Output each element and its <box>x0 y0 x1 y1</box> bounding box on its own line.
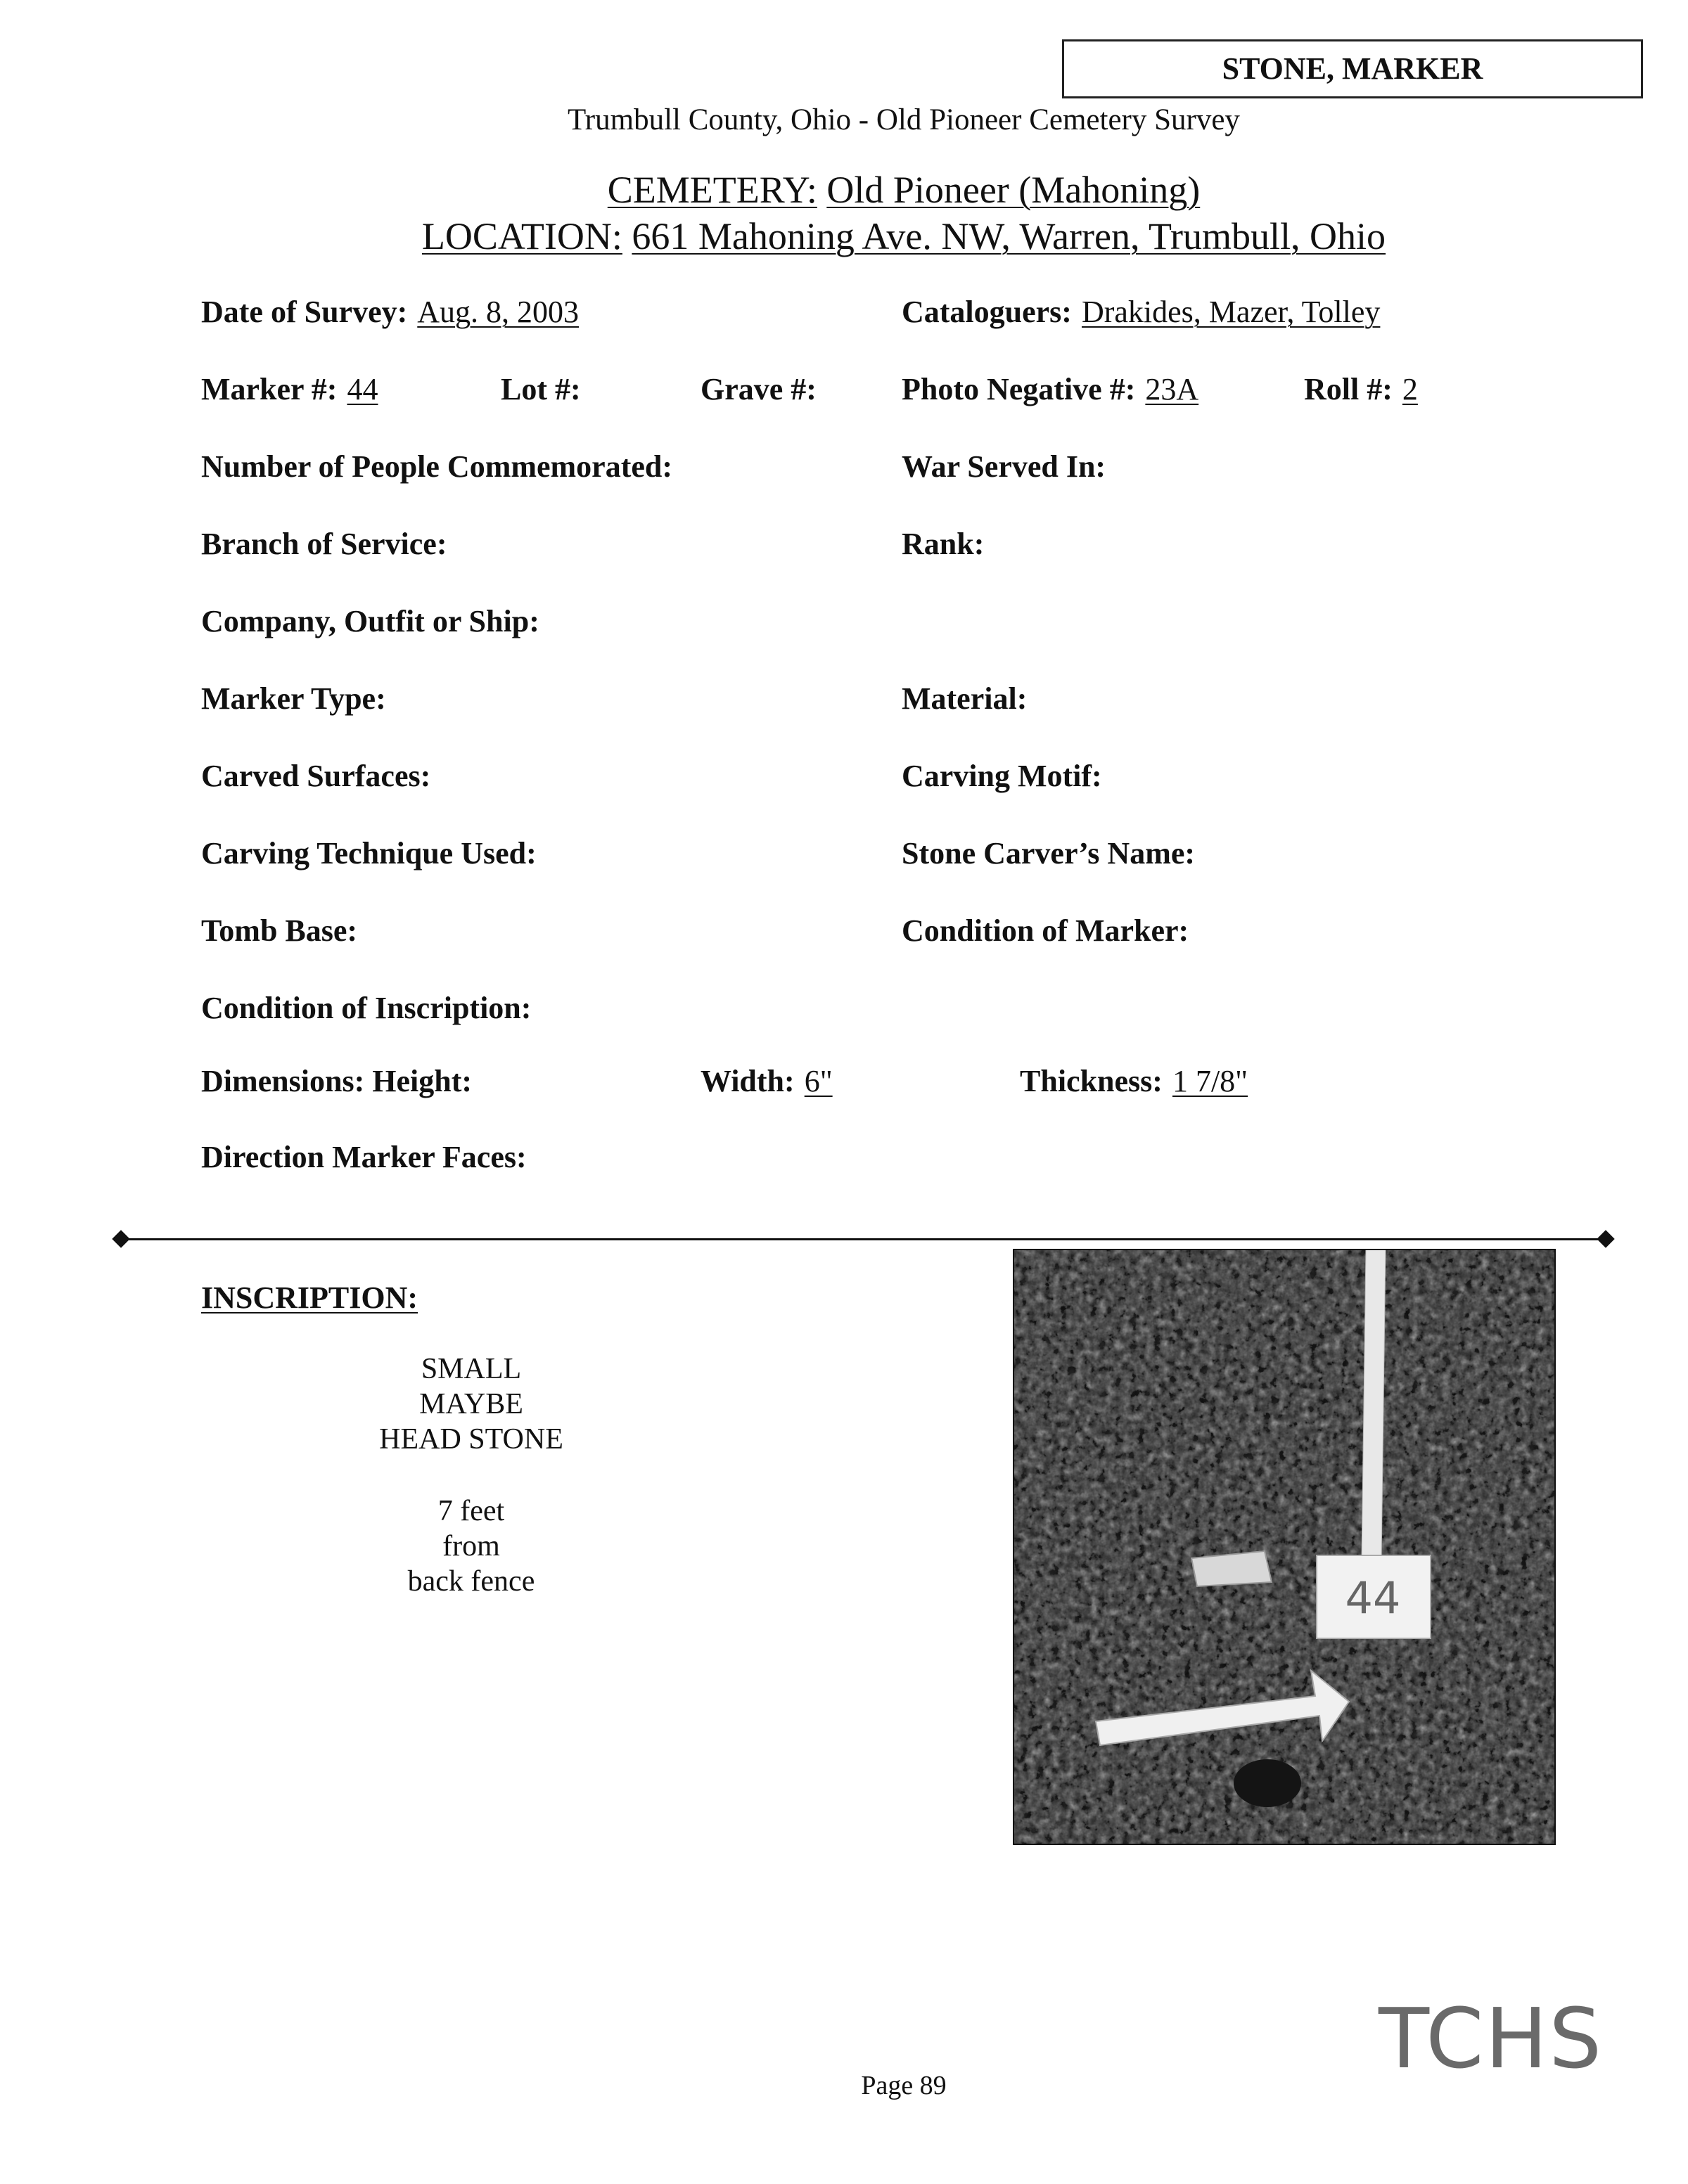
grave-number-field <box>701 371 817 408</box>
marker-number-field <box>201 371 378 408</box>
small-stone <box>1191 1551 1272 1586</box>
inscription-line: back fence <box>407 1565 535 1598</box>
war-served-field <box>902 449 1106 485</box>
shadow-patch <box>1234 1759 1301 1807</box>
inscription-line: 7 feet <box>437 1495 505 1527</box>
location-value: 661 Mahoning Ave. NW, Warren, Trumbull, Ohio <box>632 215 1386 257</box>
material-label: Material: <box>902 681 1028 716</box>
roll-number-label: Roll #: <box>1304 372 1393 406</box>
company-outfit-label: Company, Outfit or Ship: <box>201 604 539 638</box>
branch-of-service-label: Branch of Service: <box>201 527 447 561</box>
inscription-line: HEAD STONE <box>379 1423 563 1456</box>
tchs-watermark: TCHS <box>1379 1990 1604 2087</box>
cataloguers-label: Cataloguers: <box>902 295 1072 329</box>
marker-number-value: 44 <box>347 372 378 406</box>
measuring-stick <box>1362 1249 1386 1561</box>
carving-motif-field <box>902 758 1102 795</box>
material-field <box>902 681 1027 717</box>
section-divider <box>121 1238 1606 1240</box>
stone-carver-label: Stone Carver’s Name: <box>902 836 1196 871</box>
grave-number-label: Grave #: <box>701 372 817 406</box>
marker-type-label: Marker Type: <box>201 681 386 716</box>
record-type-box: STONE, MARKER <box>1062 39 1643 98</box>
condition-of-marker-field <box>902 913 1189 949</box>
thickness-label: Thickness: <box>1020 1064 1163 1098</box>
roll-number-field <box>1304 371 1418 408</box>
stone-carver-field <box>902 835 1195 872</box>
inscription-line: MAYBE <box>419 1388 523 1420</box>
direction-marker-faces-field <box>201 1139 527 1176</box>
company-outfit-field <box>201 603 539 640</box>
width-value: 6" <box>804 1064 833 1098</box>
marker-type-field <box>201 681 386 717</box>
inscription-heading: INSCRIPTION: <box>201 1280 418 1315</box>
roll-number-value: 2 <box>1402 372 1418 406</box>
grass-texture <box>1013 1249 1556 1845</box>
direction-marker-faces-label: Direction Marker Faces: <box>201 1140 527 1174</box>
marker-photo <box>1013 1249 1556 1845</box>
rank-field <box>902 526 984 563</box>
rank-label: Rank: <box>902 527 985 561</box>
photo-negative-value: 23A <box>1145 372 1199 406</box>
lot-number-label: Lot #: <box>501 372 581 406</box>
condition-of-marker-label: Condition of Marker: <box>902 913 1189 948</box>
width-label: Width: <box>701 1064 795 1098</box>
condition-of-inscription-field <box>201 990 531 1027</box>
branch-of-service-field <box>201 526 447 563</box>
tomb-base-field <box>201 913 357 949</box>
tomb-base-label: Tomb Base: <box>201 913 358 948</box>
cemetery-label: CEMETERY: <box>607 169 817 211</box>
thickness-field <box>1020 1063 1248 1100</box>
carving-motif-label: Carving Motif: <box>902 759 1102 793</box>
dimensions-height-field <box>201 1063 472 1100</box>
inscription-line: SMALL <box>421 1353 522 1385</box>
photo-negative-label: Photo Negative #: <box>902 372 1136 406</box>
carved-surfaces-field <box>201 758 430 795</box>
survey-title: Trumbull County, Ohio - Old Pioneer Cemetery Survey <box>568 103 1240 136</box>
inscription-text-block-1 <box>295 1351 647 1457</box>
lot-number-field <box>501 371 581 408</box>
marker-number-card-label: 44 <box>1345 1572 1401 1624</box>
people-commemorated-label: Number of People Commemorated: <box>201 449 673 484</box>
divider-left-diamond-icon <box>112 1230 129 1247</box>
inscription-line: from <box>442 1530 500 1562</box>
condition-of-inscription-label: Condition of Inscription: <box>201 991 532 1025</box>
thickness-value: 1 7/8" <box>1172 1064 1248 1098</box>
carving-technique-field <box>201 835 537 872</box>
cemetery-value: Old Pioneer (Mahoning) <box>826 169 1201 211</box>
cataloguers-field <box>902 294 1380 330</box>
page-number: Page 89 <box>861 2071 947 2100</box>
date-of-survey-label: Date of Survey: <box>201 295 408 329</box>
carved-surfaces-label: Carved Surfaces: <box>201 759 431 793</box>
width-field <box>701 1063 833 1100</box>
carving-technique-label: Carving Technique Used: <box>201 836 537 871</box>
location-label: LOCATION: <box>421 215 622 257</box>
cataloguers-value: Drakides, Mazer, Tolley <box>1081 295 1381 329</box>
divider-right-diamond-icon <box>1597 1230 1614 1247</box>
photo-negative-field <box>902 371 1198 408</box>
dimensions-height-label: Dimensions: Height: <box>201 1064 472 1098</box>
marker-number-label: Marker #: <box>201 372 338 406</box>
location-line <box>0 212 1688 260</box>
war-served-label: War Served In: <box>902 449 1106 484</box>
people-commemorated-field <box>201 449 672 485</box>
cemetery-line <box>0 166 1688 214</box>
date-of-survey-field <box>201 294 579 330</box>
inscription-text-block-2 <box>295 1494 647 1599</box>
date-of-survey-value: Aug. 8, 2003 <box>417 295 580 329</box>
